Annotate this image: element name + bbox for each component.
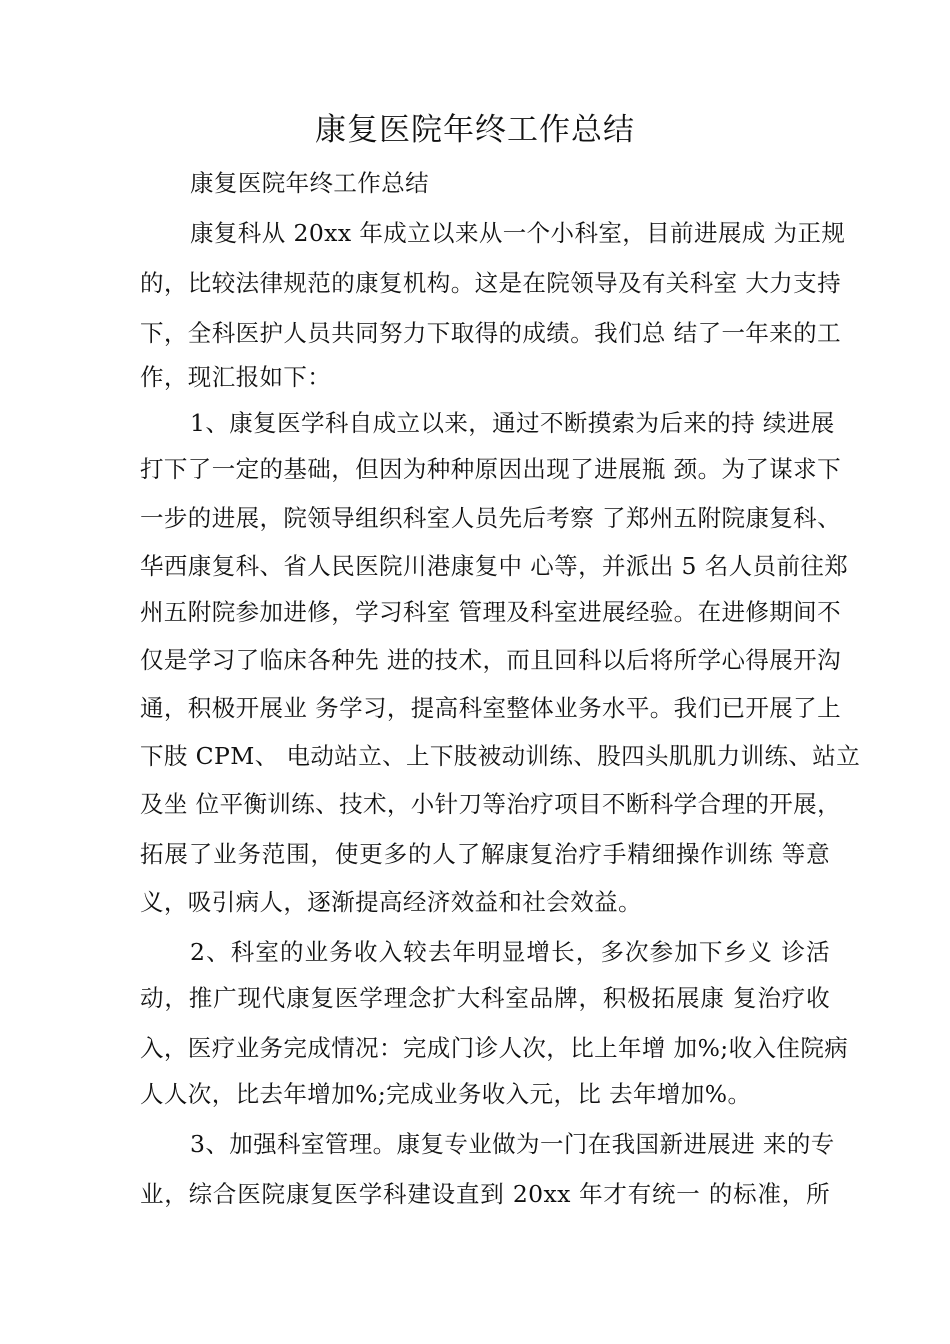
paragraph-line: 下，全科医护人员共同努力下取得的成绩。我们总 结了一年来的工 bbox=[140, 319, 841, 347]
paragraph-line: 及坐 位平衡训练、技术，小针刀等治疗项目不断科学合理的开展， bbox=[140, 790, 841, 818]
paragraph-line: 作，现汇报如下： bbox=[140, 363, 332, 391]
paragraph-line: 华西康复科、省人民医院川港康复中 心等，并派出 5 名人员前往郑 bbox=[140, 552, 849, 580]
paragraph-line: 通，积极开展业 务学习，提高科室整体业务水平。我们已开展了上 bbox=[140, 694, 841, 722]
paragraph-line: 3、加强科室管理。康复专业做为一门在我国新进展进 来的专 bbox=[190, 1130, 835, 1158]
paragraph-line: 动，推广现代康复医学理念扩大科室品牌，积极拓展康 复治疗收 bbox=[140, 984, 830, 1012]
paragraph-line: 入，医疗业务完成情况：完成门诊人次，比上年增 加%;收入住院病 bbox=[140, 1034, 849, 1062]
document-subtitle: 康复医院年终工作总结 bbox=[190, 169, 429, 197]
paragraph-line: 1、康复医学科自成立以来，通过不断摸索为后来的持 续进展 bbox=[190, 409, 835, 437]
paragraph-line: 下肢 CPM、 电动站立、上下肢被动训练、股四头肌肌力训练、站立 bbox=[140, 742, 861, 770]
paragraph-line: 业，综合医院康复医学科建设直到 20xx 年才有统一 的标准，所 bbox=[140, 1180, 830, 1208]
paragraph-line: 义，吸引病人，逐渐提高经济效益和社会效益。 bbox=[140, 888, 642, 916]
paragraph-line: 拓展了业务范围，使更多的人了解康复治疗手精细操作训练 等意 bbox=[140, 840, 830, 868]
document-title: 康复医院年终工作总结 bbox=[315, 112, 635, 148]
paragraph-line: 的，比较法律规范的康复机构。这是在院领导及有关科室 大力支持 bbox=[140, 269, 841, 297]
paragraph-line: 仅是学习了临床各种先 进的技术，而且回科以后将所学心得展开沟 bbox=[140, 646, 841, 674]
paragraph-line: 打下了一定的基础，但因为种种原因出现了进展瓶 颈。为了谋求下 bbox=[140, 455, 841, 483]
paragraph-line: 人人次，比去年增加%;完成业务收入元，比 去年增加%。 bbox=[140, 1080, 752, 1108]
paragraph-line: 2、科室的业务收入较去年明显增长，多次参加下乡义 诊活 bbox=[190, 938, 830, 966]
paragraph-line: 一步的进展，院领导组织科室人员先后考察 了郑州五附院康复科、 bbox=[140, 504, 841, 532]
paragraph-line: 州五附院参加进修，学习科室 管理及科室进展经验。在进修期间不 bbox=[140, 598, 841, 626]
paragraph-line: 康复科从 20xx 年成立以来从一个小科室，目前进展成 为正规 bbox=[190, 219, 846, 247]
